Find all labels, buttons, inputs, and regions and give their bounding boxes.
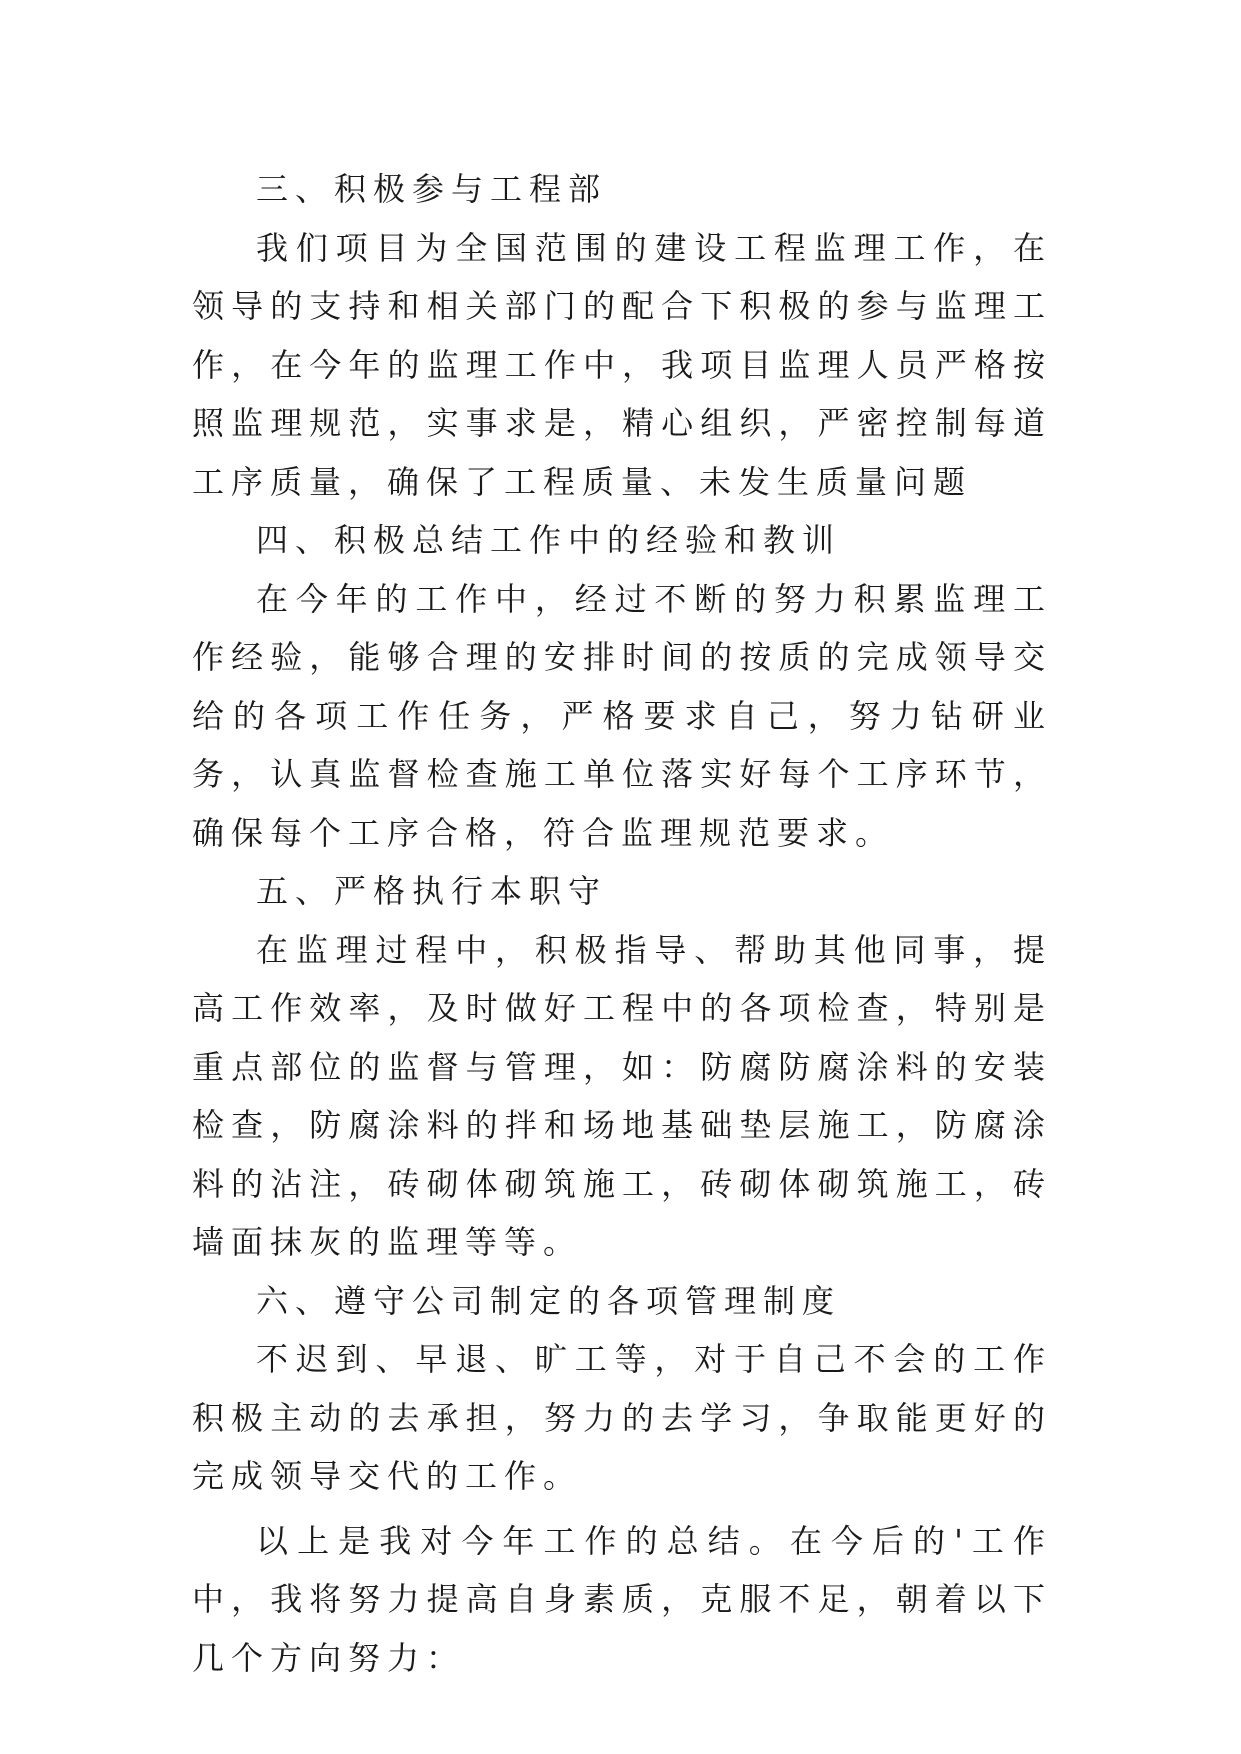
paragraph-experience: 在今年的工作中，经过不断的努力积累监理工作经验，能够合理的安排时间的按质的完成领导交给的各项工作任务，严格要求自己，努力钻研业务，认真监督检查施工单位落实好每个工序环节，确保每个工序合格，符合监理规范要求。 — [192, 579, 1052, 852]
section-heading-5: 五、严格执行本职守 — [256, 872, 608, 910]
paragraph-conclusion: 以上是我对今年工作的总结。在今后的'工作中，我将努力提高自身素质，克服不足，朝着以下几个方向努力： — [192, 1521, 1052, 1677]
section-heading-6: 六、遵守公司制定的各项管理制度 — [256, 1281, 842, 1320]
paragraph-rules: 不迟到、早退、旷工等，对于自己不会的工作积极主动的去承担，努力的去学习，争取能更好的完成领导交代的工作。 — [192, 1340, 1052, 1495]
section-heading-4: 四、积极总结工作中的经验和教训 — [256, 521, 842, 559]
paragraph-participation: 我们项目为全国范围的建设工程监理工作，在领导的支持和相关部门的配合下积极的参与监理工作，在今年的监理工作中，我项目监理人员严格按照监理规范，实事求是，精心组织，严密控制每道工序质量，确保了工程质量、未发生质量问题 — [192, 228, 1052, 501]
paragraph-duties: 在监理过程中，积极指导、帮助其他同事，提高工作效率，及时做好工程中的各项检查，特别是重点部位的监督与管理，如：防腐防腐涂料的安装检查，防腐涂料的拌和场地基础垫层施工，防腐涂料的沾注，砖砌体砌筑施工，砖砌体砌筑施工，砖墙面抹灰的监理等等。 — [192, 930, 1052, 1261]
section-heading-3: 三、积极参与工程部 — [256, 170, 608, 208]
document-body — [192, 160, 1052, 1687]
